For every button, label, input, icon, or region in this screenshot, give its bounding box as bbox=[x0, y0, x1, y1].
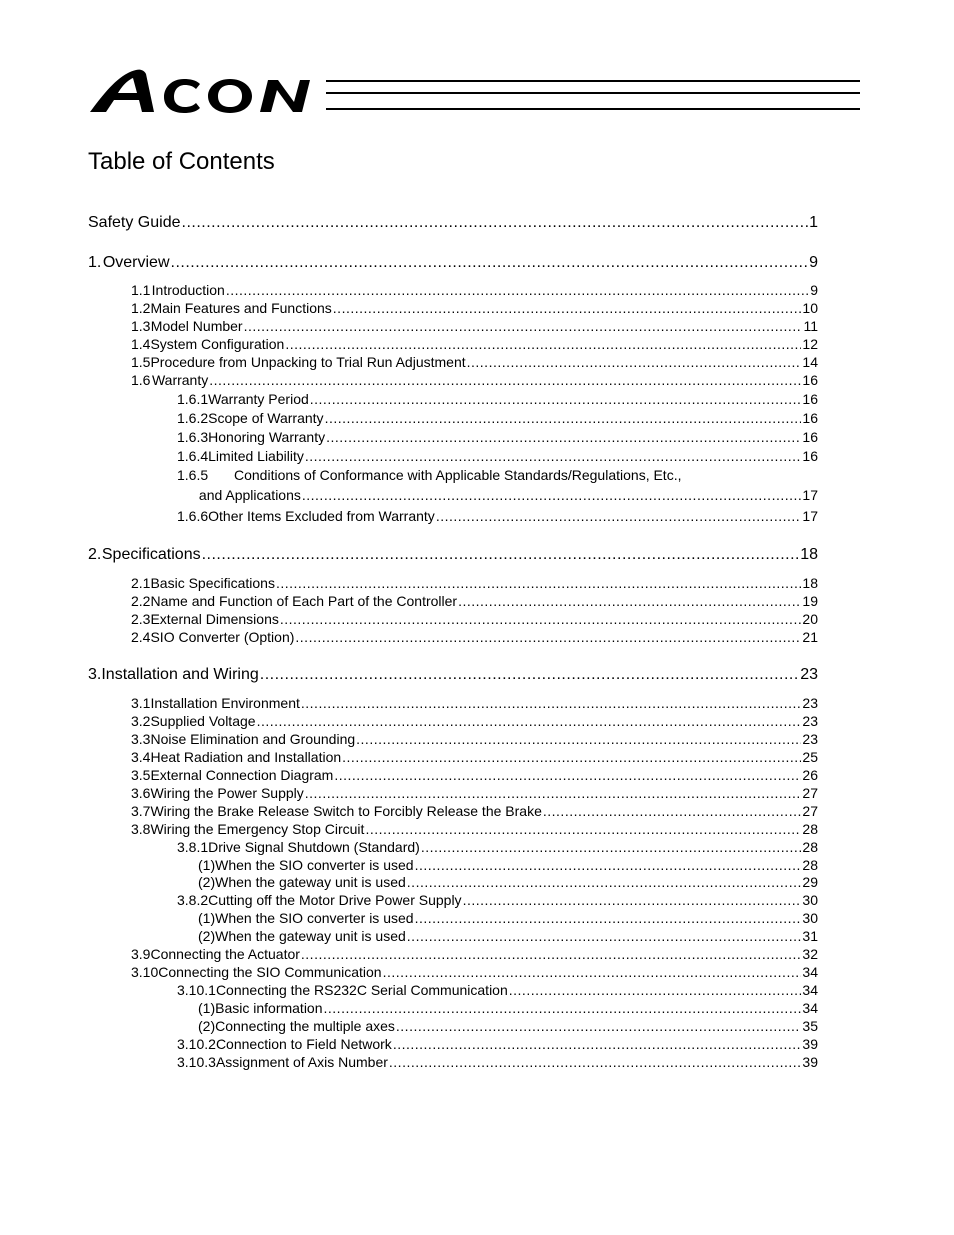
toc-entry-label: Connecting the RS232C Serial Communication bbox=[215, 982, 508, 998]
toc-entry[interactable] bbox=[131, 695, 818, 711]
toc-entry[interactable] bbox=[131, 821, 818, 837]
toc-entry[interactable] bbox=[131, 593, 818, 609]
toc-entry-number: 1.5 bbox=[131, 354, 151, 370]
toc-entry[interactable] bbox=[88, 546, 818, 564]
toc-entry-label: Cutting off the Motor Drive Power Supply bbox=[208, 892, 462, 908]
toc-entry-label: and Applications bbox=[198, 487, 301, 503]
toc-entry-number: 1.4 bbox=[131, 336, 151, 352]
toc-entry-label: External Connection Diagram bbox=[150, 767, 334, 783]
toc-entry-page: 35 bbox=[802, 1018, 818, 1034]
toc-leader-dots bbox=[389, 1054, 802, 1070]
toc-leader-dots bbox=[226, 282, 809, 298]
toc-entry-page: 27 bbox=[802, 785, 818, 801]
toc-entry-number: 1.6.6 bbox=[177, 508, 209, 524]
toc-leader-dots bbox=[365, 821, 801, 837]
toc-entry-page: 28 bbox=[802, 857, 818, 873]
toc-entry-page: 34 bbox=[802, 1000, 818, 1016]
toc-leader-dots bbox=[467, 354, 802, 370]
toc-entry[interactable] bbox=[177, 391, 818, 407]
toc-entry[interactable] bbox=[131, 713, 818, 729]
toc-entry-page: 30 bbox=[802, 910, 818, 926]
toc-entry-label: Assignment of Axis Number bbox=[215, 1054, 388, 1070]
toc-leader-dots bbox=[356, 731, 801, 747]
toc-entry-page: 17 bbox=[802, 487, 818, 503]
toc-leader-dots bbox=[436, 508, 802, 524]
toc-entry-label: Model Number bbox=[150, 318, 243, 334]
toc-entry-number: 1.6.1 bbox=[177, 391, 209, 407]
toc-leader-dots bbox=[407, 928, 802, 944]
toc-entry-number: 2.3 bbox=[131, 611, 151, 627]
toc-leader-dots bbox=[244, 318, 803, 334]
toc-entry-number: 1.6 bbox=[131, 372, 151, 388]
toc-entry-page: 10 bbox=[802, 300, 818, 316]
toc-leader-dots bbox=[305, 785, 802, 801]
toc-entry-page: 27 bbox=[802, 803, 818, 819]
toc-entry-number: 3.2 bbox=[131, 713, 151, 729]
toc-entry-number: 3.6 bbox=[131, 785, 151, 801]
toc-entry-label: Overview bbox=[102, 254, 170, 271]
toc-entry-number: 3.1 bbox=[131, 695, 151, 711]
toc-entry-number: 2. bbox=[88, 546, 102, 563]
toc-entry[interactable] bbox=[177, 1054, 818, 1070]
toc-entry-page: 21 bbox=[802, 629, 818, 645]
toc-entry-number: 1.6.2 bbox=[177, 410, 209, 426]
toc-entry[interactable] bbox=[177, 839, 818, 855]
toc-entry-page: 29 bbox=[802, 874, 818, 890]
toc-entry[interactable] bbox=[88, 254, 818, 272]
toc-entry-label: When the gateway unit is used bbox=[215, 874, 406, 890]
header-rule bbox=[326, 108, 860, 110]
toc-leader-dots bbox=[333, 300, 802, 316]
toc-entry-number: 3.5 bbox=[131, 767, 151, 783]
toc-entry-page: 12 bbox=[802, 336, 818, 352]
toc-entry[interactable] bbox=[198, 874, 818, 890]
toc-entry-number: 3.9 bbox=[131, 946, 151, 962]
toc-entry-page: 16 bbox=[802, 410, 818, 426]
toc-entry-number: 3.8.2 bbox=[177, 892, 209, 908]
toc-entry-label: Scope of Warranty bbox=[208, 410, 324, 426]
toc-entry-label: Specifications bbox=[101, 546, 201, 563]
toc-entry-label: Introduction bbox=[151, 282, 225, 298]
toc-leader-dots bbox=[415, 910, 802, 926]
toc-leader-dots bbox=[209, 372, 801, 388]
toc-leader-dots bbox=[342, 749, 801, 765]
toc-entry-page: 16 bbox=[802, 448, 818, 464]
toc-leader-dots bbox=[202, 546, 800, 564]
toc-entry-page: 16 bbox=[802, 429, 818, 445]
toc-entry-label: Name and Function of Each Part of the Controller bbox=[150, 593, 458, 609]
toc-entry-page: 9 bbox=[809, 254, 818, 271]
toc-entry-number: (1) bbox=[198, 910, 216, 926]
toc-entry[interactable] bbox=[131, 749, 818, 765]
toc-entry-page: 23 bbox=[802, 713, 818, 729]
toc-leader-dots bbox=[301, 946, 802, 962]
toc-entry-number: 2.2 bbox=[131, 593, 151, 609]
toc-entry-page: 34 bbox=[802, 982, 818, 998]
toc-entry-page: 28 bbox=[802, 821, 818, 837]
toc-entry-page: 1 bbox=[809, 214, 818, 231]
toc-entry[interactable] bbox=[198, 857, 818, 873]
toc-entry[interactable] bbox=[177, 892, 818, 908]
toc-entry-page: 34 bbox=[802, 964, 818, 980]
toc-entry-label: System Configuration bbox=[150, 336, 285, 352]
toc-entry-number: (1) bbox=[198, 857, 216, 873]
toc-entry-label: Procedure from Unpacking to Trial Run Adjustment bbox=[150, 354, 466, 370]
toc-entry-label: External Dimensions bbox=[150, 611, 279, 627]
toc-entry-label: Supplied Voltage bbox=[150, 713, 256, 729]
toc-entry-label: When the SIO converter is used bbox=[215, 910, 414, 926]
toc-entry-label: Drive Signal Shutdown (Standard) bbox=[208, 839, 420, 855]
toc-entry-number: 3.3 bbox=[131, 731, 151, 747]
toc-leader-dots bbox=[543, 803, 802, 819]
toc-entry-label: Basic Specifications bbox=[150, 575, 275, 591]
toc-entry-number: 1.3 bbox=[131, 318, 151, 334]
toc-leader-dots bbox=[171, 254, 809, 272]
toc-leader-dots bbox=[458, 593, 801, 609]
toc-entry-label: Honoring Warranty bbox=[208, 429, 326, 445]
toc-entry-label: Warranty Period bbox=[208, 391, 309, 407]
toc-entry[interactable] bbox=[177, 410, 818, 426]
toc-leader-dots bbox=[325, 410, 802, 426]
toc-leader-dots bbox=[396, 1018, 802, 1034]
page-title: Table of Contents bbox=[88, 148, 275, 175]
toc-entry[interactable] bbox=[131, 282, 818, 298]
toc-entry-label: Wiring the Brake Release Switch to Forcibly Release the Brake bbox=[150, 803, 542, 819]
acon-logo bbox=[88, 66, 324, 114]
toc-entry-page: 25 bbox=[802, 749, 818, 765]
toc-entry-page: 17 bbox=[802, 508, 818, 524]
toc-leader-dots bbox=[415, 857, 802, 873]
toc-entry-label: Limited Liability bbox=[208, 448, 304, 464]
toc-entry-label: Installation Environment bbox=[150, 695, 300, 711]
toc-entry-number: (2) bbox=[198, 928, 216, 944]
toc-entry-number: 3.8 bbox=[131, 821, 151, 837]
toc-leader-dots bbox=[310, 391, 802, 407]
toc-entry-number: 3.10.1 bbox=[177, 982, 216, 998]
toc-entry[interactable] bbox=[131, 803, 818, 819]
toc-entry-page: 16 bbox=[802, 372, 818, 388]
toc-entry-page: 23 bbox=[802, 731, 818, 747]
toc-entry-page: 9 bbox=[810, 282, 818, 298]
toc-entry-number: 2.1 bbox=[131, 575, 151, 591]
toc-leader-dots bbox=[463, 892, 802, 908]
toc-entry-number: 1. bbox=[88, 254, 102, 271]
header-rule bbox=[326, 80, 860, 82]
toc-entry[interactable] bbox=[131, 372, 818, 388]
toc-entry[interactable] bbox=[177, 448, 818, 464]
logo-text: ACON bbox=[88, 66, 91, 67]
toc-leader-dots bbox=[182, 214, 809, 232]
toc-entry-number: 2.4 bbox=[131, 629, 151, 645]
toc-entry-page: 20 bbox=[802, 611, 818, 627]
toc-entry[interactable] bbox=[131, 300, 818, 316]
toc-entry-number: (1) bbox=[198, 1000, 216, 1016]
toc-entry[interactable] bbox=[131, 354, 818, 370]
toc-entry-page: 28 bbox=[802, 839, 818, 855]
toc-entry-number: 3.4 bbox=[131, 749, 151, 765]
toc-entry-label: Connection to Field Network bbox=[215, 1036, 392, 1052]
toc-leader-dots bbox=[326, 429, 801, 445]
toc-leader-dots bbox=[276, 575, 801, 591]
toc-entry[interactable] bbox=[131, 785, 818, 801]
toc-leader-dots bbox=[257, 713, 802, 729]
toc-entry-label: Wiring the Power Supply bbox=[150, 785, 304, 801]
toc-entry-number: 1.6.5 bbox=[177, 467, 209, 483]
toc-entry[interactable] bbox=[131, 731, 818, 747]
toc-leader-dots bbox=[305, 448, 802, 464]
toc-leader-dots bbox=[302, 487, 802, 503]
toc-entry-label: SIO Converter (Option) bbox=[150, 629, 295, 645]
toc-entry[interactable] bbox=[198, 1018, 818, 1034]
toc-entry-page: 19 bbox=[802, 593, 818, 609]
toc-entry-label: When the SIO converter is used bbox=[215, 857, 414, 873]
toc-entry-page: 14 bbox=[802, 354, 818, 370]
toc-entry[interactable] bbox=[131, 575, 818, 591]
toc-leader-dots bbox=[324, 1000, 802, 1016]
toc-entry-number: (2) bbox=[198, 874, 216, 890]
toc-entry-label: Heat Radiation and Installation bbox=[150, 749, 342, 765]
toc-entry-label: Wiring the Emergency Stop Circuit bbox=[150, 821, 365, 837]
toc-entry[interactable] bbox=[177, 1036, 818, 1052]
toc-entry[interactable] bbox=[131, 336, 818, 352]
toc-entry[interactable] bbox=[131, 629, 818, 645]
toc-entry-number: 3.10.3 bbox=[177, 1054, 216, 1070]
toc-entry[interactable] bbox=[198, 910, 818, 926]
toc-entry[interactable] bbox=[198, 1000, 818, 1016]
toc-entry-label: Connecting the SIO Communication bbox=[158, 964, 382, 980]
toc-entry[interactable] bbox=[131, 318, 818, 334]
toc-leader-dots bbox=[260, 666, 799, 684]
toc-entry-page: 18 bbox=[800, 546, 818, 563]
toc-entry-page: 23 bbox=[802, 695, 818, 711]
toc-leader-dots bbox=[421, 839, 802, 855]
toc-leader-dots bbox=[407, 874, 802, 890]
toc-entry-label: Basic information bbox=[215, 1000, 323, 1016]
header-rule bbox=[326, 92, 860, 94]
toc-entry-page: 32 bbox=[802, 946, 818, 962]
toc-entry-page: 31 bbox=[802, 928, 818, 944]
toc-entry-label: Other Items Excluded from Warranty bbox=[208, 508, 435, 524]
toc-entry-number: 1.6.3 bbox=[177, 429, 209, 445]
toc-entry-label: Installation and Wiring bbox=[101, 666, 259, 683]
toc-entry-page: 18 bbox=[802, 575, 818, 591]
toc-entry-number: 3.7 bbox=[131, 803, 151, 819]
toc-entry-page: 30 bbox=[802, 892, 818, 908]
toc-entry[interactable] bbox=[177, 982, 818, 998]
toc-leader-dots bbox=[280, 611, 802, 627]
toc-entry[interactable] bbox=[131, 964, 818, 980]
header bbox=[88, 62, 862, 116]
toc-entry[interactable] bbox=[131, 611, 818, 627]
toc-leader-dots bbox=[285, 336, 801, 352]
toc-entry-label: Safety Guide bbox=[88, 214, 181, 231]
toc-entry-label: Connecting the Actuator bbox=[150, 946, 300, 962]
toc-entry-page: 16 bbox=[802, 391, 818, 407]
toc-leader-dots bbox=[393, 1036, 802, 1052]
toc-entry-number: 3.10 bbox=[131, 964, 159, 980]
toc-leader-dots bbox=[383, 964, 802, 980]
toc-entry-label: Connecting the multiple axes bbox=[215, 1018, 395, 1034]
toc-entry[interactable] bbox=[88, 214, 818, 232]
toc-leader-dots bbox=[509, 982, 802, 998]
toc-entry[interactable] bbox=[177, 467, 818, 483]
toc-leader-dots bbox=[301, 695, 802, 711]
toc-entry-label: Conditions of Conformance with Applicable Standards/Regulations, Etc., bbox=[234, 467, 682, 483]
toc-entry-number: 3.10.2 bbox=[177, 1036, 216, 1052]
toc-entry-label: When the gateway unit is used bbox=[215, 928, 406, 944]
toc-entry[interactable] bbox=[131, 946, 818, 962]
toc-entry[interactable] bbox=[177, 429, 818, 445]
toc-leader-dots bbox=[295, 629, 801, 645]
toc-entry-page: 39 bbox=[802, 1036, 818, 1052]
toc-entry-label: Noise Elimination and Grounding bbox=[150, 731, 356, 747]
toc-entry-page: 23 bbox=[800, 666, 818, 683]
toc-entry-label: Warranty bbox=[151, 372, 209, 388]
toc-entry-number: 3.8.1 bbox=[177, 839, 209, 855]
toc-entry-label: Main Features and Functions bbox=[150, 300, 332, 316]
toc-entry-page: 26 bbox=[802, 767, 818, 783]
toc-entry-page: 39 bbox=[802, 1054, 818, 1070]
toc-entry[interactable] bbox=[131, 767, 818, 783]
toc-entry-number: (2) bbox=[198, 1018, 216, 1034]
toc-entry[interactable] bbox=[177, 508, 818, 524]
toc-entry[interactable] bbox=[177, 487, 818, 503]
toc-entry-number: 1.1 bbox=[131, 282, 151, 298]
toc-entry-number: 3. bbox=[88, 666, 102, 683]
toc-entry-number: 1.6.4 bbox=[177, 448, 209, 464]
toc-entry-page: 11 bbox=[803, 318, 818, 334]
toc-entry[interactable] bbox=[88, 666, 818, 684]
toc-entry-number: 1.2 bbox=[131, 300, 151, 316]
toc-entry[interactable] bbox=[198, 928, 818, 944]
toc-leader-dots bbox=[334, 767, 801, 783]
